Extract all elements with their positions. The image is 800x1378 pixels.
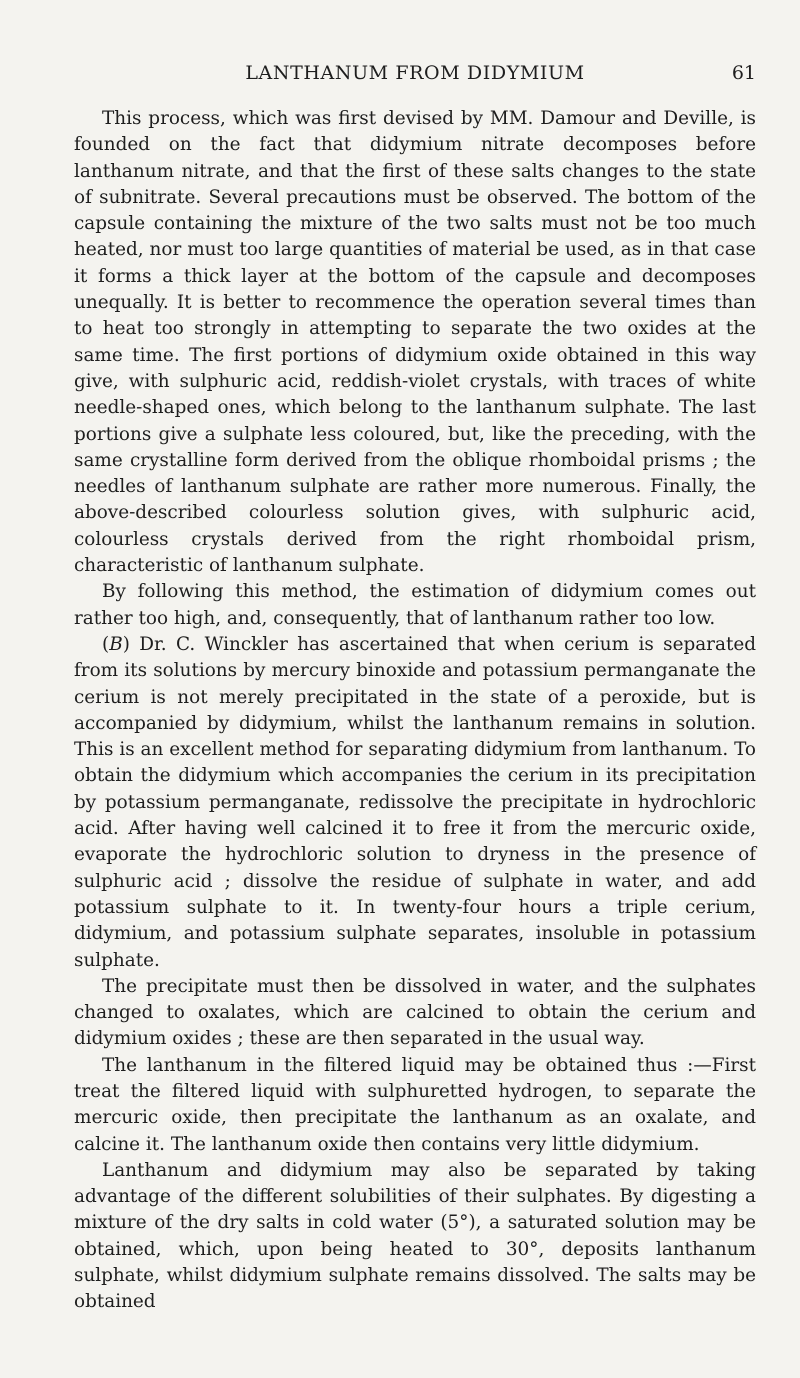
paragraph: The lanthanum in the filtered liquid may be obtained thus :—First treat the filtered liquid with sulphuretted hydrogen, to separate the mercuric oxide, then precipitate the lanthanum as an oxalate, and calcine it. The lanthanum oxide then contains very little didymium.	[74, 1054, 756, 1155]
body-text	[74, 106, 756, 1316]
paragraph: Lanthanum and didymium may also be separated by taking advantage of the different solubilities of their sulphates. By digesting a mixture of the dry salts in cold water (5°), a saturated solution may be obtained, which, upon being heated to 30°, deposits lanthanum sulphate, whilst didymium sulphate remains dissolved. The salts may be obtained	[74, 1159, 756, 1313]
page-number: 61	[731, 62, 756, 84]
paragraph: The precipitate must then be dissolved in water, and the sulphates changed to oxalates, which are calcined to obtain the cerium and didymium oxides ; these are then separated in the usual way.	[74, 975, 756, 1050]
paragraph: This process, which was first devised by MM. Damour and Deville, is founded on the fact that didymium nitrate decomposes before lanthanum nitrate, and that the first of these salts changes to the state of subnitrate. Several precautions must be observed. The bottom of the capsule containing the mixture of the two salts must not be too much heated, nor must too large quantities of material be used, as in that case it forms a thick layer at the bottom of the capsule and decomposes unequally. It is better to recommence the operation several times than to heat too strongly in attempting to separate the two oxides at the same time. The first portions of didymium oxide obtained in this way give, with sulphuric acid, reddish-violet crystals, with traces of white needle-shaped ones, which belong to the lanthanum sulphate. The last portions give a sulphate less coloured, but, like the preceding, with the same crystalline form derived from the oblique rhomboidal prisms ; the needles of lanthanum sulphate are rather more numerous. Finally, the above-described colourless solution gives, with sulphuric acid, colourless crystals derived from the right rhomboidal prism, characteristic of lanthanum sulphate.	[74, 108, 756, 577]
section-letter: B	[109, 633, 123, 655]
paragraph: By following this method, the estimation of didymium comes out rather too high, and, consequently, that of lanthanum rather too low.	[74, 581, 756, 629]
paragraph: (B) Dr. C. Winckler has ascertained that when cerium is separated from its solutions by mercury binoxide and potassium permanganate the cerium is not merely precipitated in the state of a peroxide, but is accompanied by didymium, whilst the lanthanum remains in solution. This is an excellent method for separating didymium from lanthanum. To obtain the didymium which accompanies the cerium in its precipitation by potassium permanganate, redissolve the precipitate in hydrochloric acid. After having well calcined it to free it from the mercuric oxide, evaporate the hydrochloric solution to dryness in the presence of sulphuric acid ; dissolve the residue of sulphate in water, and add potassium sulphate to it. In twenty-four hours a triple cerium, didymium, and potassium sulphate separates, insoluble in potassium sulphate.	[74, 633, 756, 971]
running-header	[74, 62, 756, 90]
running-title: LANTHANUM FROM DIDYMIUM	[245, 62, 585, 84]
